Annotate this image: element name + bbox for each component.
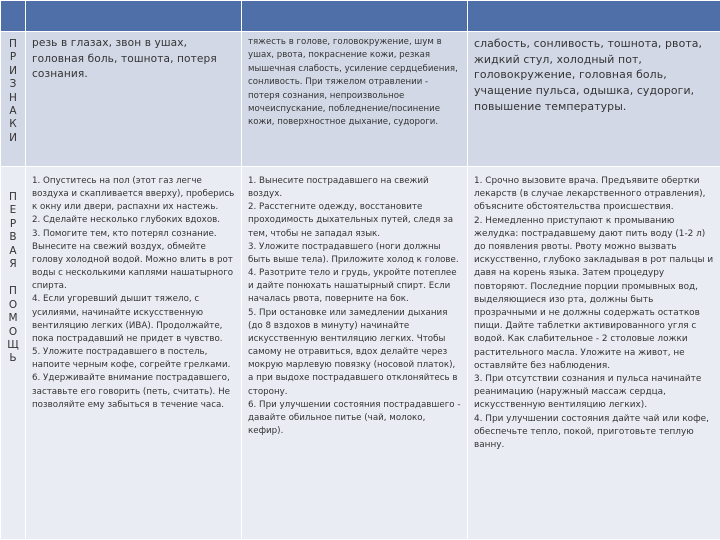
- side-letter: А: [9, 244, 17, 257]
- help-step: 3. Помогите тем, кто потерял сознание. Вынесите на свежий воздух, обмейте голову холодной водой. Можно влить в рот воды с несколькими каплями нашатырного спирта.: [32, 228, 234, 292]
- side-letter: П: [9, 285, 17, 298]
- side-letter: Щ: [7, 339, 19, 352]
- help-cell-col1: [26, 167, 242, 540]
- side-letter: Е: [9, 204, 17, 217]
- table-row-help: [1, 167, 720, 540]
- signs-cell-col1: резь в глазах, звон в ушах, головная боль, тошнота, потеря сознания.: [26, 32, 242, 167]
- header-cell: [1, 1, 26, 32]
- side-letter: М: [8, 312, 18, 325]
- help-step: 5. При остановке или замедлении дыхания (до 8 вздохов в минуту) начинайте искусственную вентиляцию легких. Чтобы самому не отравиться, вдох делайте через мокрую марлевую повязку (носовой платок), а при выдохе пострадавшего отклоняйтесь в сторону.: [248, 307, 458, 397]
- side-letter: О: [8, 298, 18, 311]
- help-step: 3. При отсутствии сознания и пульса начинайте реанимацию (наружный массаж сердца, искусственную вентиляцию легких).: [474, 374, 702, 411]
- table-header-row: [1, 1, 720, 32]
- side-letter: Р: [9, 51, 17, 64]
- help-step: 4. При улучшении состояния дайте чай или кофе, обеспечьте тепло, покой, приготовьте теплую ванну.: [474, 413, 709, 451]
- side-letter: И: [9, 64, 17, 77]
- side-letter: Ь: [9, 352, 17, 365]
- side-letter: Я: [9, 258, 17, 271]
- help-step: 3. Уложите пострадавшего (ноги должны быть выше тела). Приложите холод к голове.: [248, 241, 459, 265]
- help-step: 2. Расстегните одежду, восстановите проходимость дыхательных путей, следя за тем, чтобы не западал язык.: [248, 202, 454, 239]
- help-step: 4. Если угоревший дышит тяжело, с усилиями, начинайте искусственную вентиляцию легких (ИВА). Продолжайте, пока пострадавший не придет в чувство.: [32, 294, 223, 344]
- help-step: 2. Немедленно приступают к промыванию желудка: пострадавшему дают пить воду (1-2 л) до появления рвоты. Рвоту можно вызвать искусственно, глубоко закладывая в рот пальцы и давя на корень языка. Затем процедуру повторяют. Последние порции промывных вод, выделяющиеся изо рта, должны быть прозрачными и не должны содержать остатков пищи. Дайте таблетки активированного угля с водой. Как слабительное - 2 столовые ложки растительного масла. Уложите на живот, не оставляйте без наблюдения.: [474, 215, 714, 371]
- side-letter: Н: [9, 91, 17, 104]
- help-step: 1. Вынесите пострадавшего на свежий воздух.: [248, 176, 429, 200]
- side-letter: В: [9, 231, 17, 244]
- help-step: 1. Срочно вызовите врача. Предъявите обертки лекарств (в случае лекарственного отравления), объясните обстоятельства происшествия.: [474, 176, 706, 213]
- side-letter: П: [9, 191, 17, 203]
- signs-cell-col2: тяжесть в голове, головокружение, шум в ушах, рвота, покраснение кожи, резкая мышечная слабость, усиление сердцебиения, сонливость. При тяжелом отравлении - потеря сознания, непроизвольное мочеиспускание, побледнение/посинение кожи, поверхностное дыхание, судороги.: [242, 32, 468, 167]
- side-letter: И: [9, 131, 17, 144]
- help-step: 5. Уложите пострадавшего в постель, напоите черным кофе, согрейте грелками.: [32, 347, 231, 371]
- side-label-first-aid: [1, 167, 26, 540]
- signs-cell-col3: слабость, сонливость, тошнота, рвота, жидкий стул, холодный пот, головокружение, головная боль, учащение пульса, одышка, судороги, повышение температуры.: [468, 32, 720, 167]
- side-label-signs: [1, 32, 26, 167]
- side-letter: П: [9, 38, 17, 50]
- header-cell: [26, 1, 242, 32]
- help-cell-col2: [242, 167, 468, 540]
- header-cell: [242, 1, 468, 32]
- table-row-signs: [1, 32, 720, 167]
- help-step: 2. Сделайте несколько глубоких вдохов.: [32, 215, 221, 226]
- help-step: 4. Разотрите тело и грудь, укройте потеплее и дайте понюхать нашатырный спирт. Если началась рвота, поверните на бок.: [248, 268, 457, 305]
- side-letter: О: [8, 325, 18, 338]
- side-letter: К: [9, 118, 17, 131]
- help-step: 1. Опуститесь на пол (этот газ легче воздуха и скапливается вверху), проберись к окну или двери, распахни их настежь.: [32, 176, 235, 213]
- side-letter: Р: [9, 217, 17, 230]
- side-letter: З: [9, 78, 17, 91]
- help-step: 6. Удерживайте внимание пострадавшего, заставьте его говорить (петь, считать). Не позволяйте ему забыться в течение часа.: [32, 373, 230, 410]
- help-cell-col3: [468, 167, 720, 540]
- help-step: 6. При улучшении состояния пострадавшего - давайте обильное питье (чай, молоко, кефир).: [248, 399, 461, 436]
- header-cell: [468, 1, 720, 32]
- side-gap: [1, 271, 25, 285]
- side-letter: А: [9, 105, 17, 118]
